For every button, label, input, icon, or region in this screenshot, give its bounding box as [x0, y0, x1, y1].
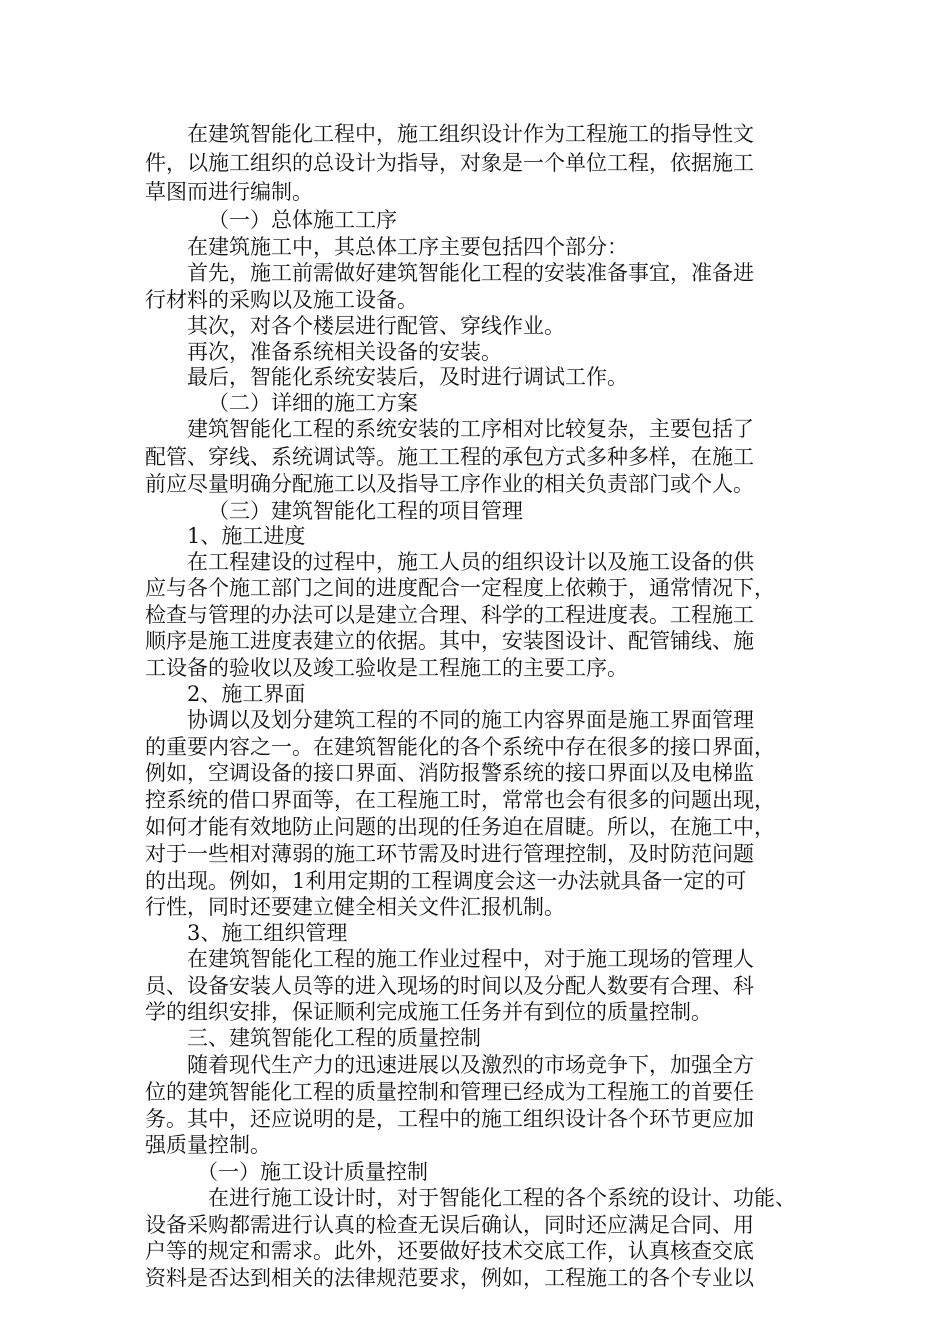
- paragraph-line: 员、设备安装人员等的进入现场的时间以及分配人数要有合理、科: [145, 974, 754, 998]
- paragraph-line: 草图而进行编制。: [145, 180, 313, 204]
- section-heading: 三、建筑智能化工程的质量控制: [187, 1026, 481, 1050]
- paragraph-line: 建筑智能化工程的系统安装的工序相对比较复杂，主要包括了: [187, 417, 754, 441]
- paragraph-line: 检查与管理的办法可以是建立合理、科学的工程进度表。工程施工: [145, 603, 754, 627]
- paragraph-line: 如何才能有效地防止问题的出现的任务迫在眉睫。所以，在施工中，: [145, 815, 775, 839]
- subsection-heading: 2、施工界面: [187, 682, 306, 706]
- paragraph-line: 在建筑施工中，其总体工序主要包括四个部分：: [187, 235, 628, 259]
- section-heading: （三）建筑智能化工程的项目管理: [208, 499, 523, 523]
- paragraph-line: 应与各个施工部门之间的进度配合一定程度上依赖于，通常情况下，: [145, 576, 775, 600]
- paragraph-line: 对于一些相对薄弱的施工环节需及时进行管理控制，及时防范问题: [145, 842, 754, 866]
- paragraph-line: 配管、穿线、系统调试等。施工工程的承包方式多种多样，在施工: [145, 445, 754, 469]
- paragraph-line: 随着现代生产力的迅速进展以及激烈的市场竞争下，加强全方: [187, 1053, 754, 1077]
- paragraph-line: 工设备的验收以及竣工验收是工程施工的主要工序。: [145, 656, 628, 680]
- paragraph-line: 位的建筑智能化工程的质量控制和管理已经成为工程施工的首要任: [145, 1080, 754, 1104]
- paragraph-line: 再次，准备系统相关设备的安装。: [187, 340, 502, 364]
- section-heading: （二）详细的施工方案: [208, 391, 418, 415]
- paragraph-line: 首先，施工前需做好建筑智能化工程的安装准备事宜，准备进: [187, 261, 754, 285]
- paragraph-line: 资料是否达到相关的法律规范要求，例如，工程施工的各个专业以: [145, 1266, 754, 1290]
- paragraph-line: 在建筑智能化工程中，施工组织设计作为工程施工的指导性文: [187, 122, 754, 146]
- paragraph-line: 最后，智能化系统安装后，及时进行调试工作。: [187, 365, 628, 389]
- paragraph-line: 强质量控制。: [145, 1133, 271, 1157]
- paragraph-line: 行材料的采购以及施工设备。: [145, 288, 418, 312]
- subsection-heading: 3、施工组织管理: [187, 921, 348, 945]
- paragraph-line: 顺序是施工进度表建立的依据。其中，安装图设计、配管铺线、施: [145, 629, 754, 653]
- section-heading: （一）施工设计质量控制: [197, 1160, 428, 1184]
- paragraph-line: 行性，同时还要建立健全相关文件汇报机制。: [145, 895, 565, 919]
- paragraph-line: 在工程建设的过程中，施工人员的组织设计以及施工设备的供: [187, 550, 754, 574]
- paragraph-line: 的重要内容之一。在建筑智能化的各个系统中存在很多的接口界面，: [145, 735, 775, 759]
- paragraph-line: 在进行施工设计时，对于智能化工程的各个系统的设计、功能、: [208, 1186, 796, 1210]
- paragraph-line: 控系统的借口界面等，在工程施工时，常常也会有很多的问题出现，: [145, 788, 775, 812]
- paragraph-line: 户等的规定和需求。此外，还要做好技术交底工作，认真核查交底: [145, 1239, 754, 1263]
- paragraph-line: 务。其中，还应说明的是，工程中的施工组织设计各个环节更应加: [145, 1107, 754, 1131]
- paragraph-line: 学的组织安排，保证顺利完成施工任务并有到位的质量控制。: [145, 1000, 712, 1024]
- paragraph-line: 设备采购都需进行认真的检查无误后确认，同时还应满足合同、用: [145, 1213, 754, 1237]
- paragraph-line: 件，以施工组织的总设计为指导，对象是一个单位工程，依据施工: [145, 151, 754, 175]
- subsection-heading: 1、施工进度: [187, 524, 306, 548]
- paragraph-line: 前应尽量明确分配施工以及指导工序作业的相关负责部门或个人。: [145, 472, 754, 496]
- paragraph-line: 的出现。例如，1利用定期的工程调度会这一办法就具备一定的可: [145, 869, 747, 893]
- paragraph-line: 其次，对各个楼层进行配管、穿线作业。: [187, 314, 565, 338]
- section-heading: （一）总体施工工序: [208, 208, 397, 232]
- paragraph-line: 协调以及划分建筑工程的不同的施工内容界面是施工界面管理: [187, 708, 754, 732]
- paragraph-line: 在建筑智能化工程的施工作业过程中，对于施工现场的管理人: [187, 947, 754, 971]
- paragraph-line: 例如，空调设备的接口界面、消防报警系统的接口界面以及电梯监: [145, 761, 754, 785]
